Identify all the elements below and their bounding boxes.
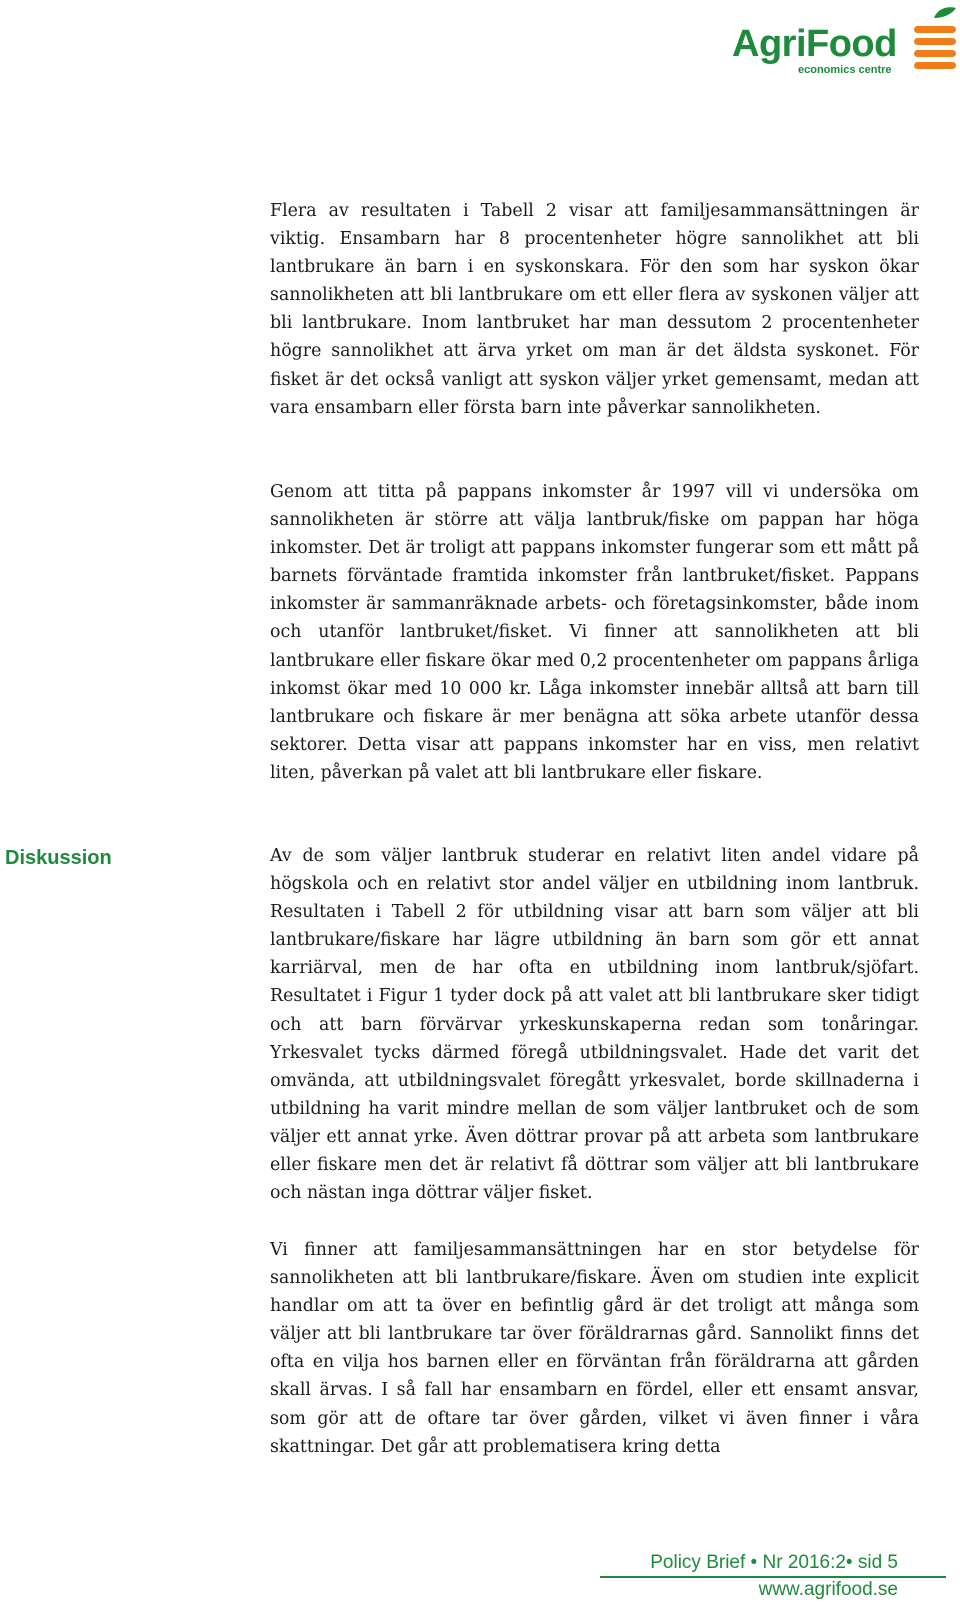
body-paragraph-income: Genom att titta på pappans inkomster år 1997 vill vi undersöka om sannolikheten är större att välja lantbruk/fiske om pappan har höga inkomster. Det är troligt att pappans inkomster fungerar som ett mått på barnets förväntade framtida inkomster från lantbruket/fisket. Pappans inkomster är sammanräknade arbets- och företagsinkomster, både inom och utanför lantbruket/fisket. Vi finner att sannolikheten att bli lantbrukare eller fiskare ökar med 0,2 procentenheter om pappans årliga inkomst ökar med 10 000 kr. Låga inkomster innebär alltså att barn till lantbrukare och fiskare är mer benägna att söka arbete utanför dessa sektorer. Detta visar att pappans inkomster har en viss, men relativt liten, påverkan på valet att bli lantbrukare eller fiskare. [270,482,919,783]
body-paragraph-family-composition: Vi finner att familjesammansättningen har en stor betydelse för sannolikheten att bli lantbrukare/fiskare. Även om studien inte explicit handlar om att ta över en befintlig gård är det troligt att många som väljer att bli lantbrukare tar över föräldrarnas gård. Sannolikt finns det ofta en vilja hos barnen eller en förväntan från föräldrarna att gården skall ärvas. I så fall har ensambarn en fördel, eller ett ensamt ansvar, som gör att de oftare tar över gården, vilket vi även finner i våra skattningar. Det går att problematisera kring detta [270,1240,919,1457]
body-paragraph-education: Av de som väljer lantbruk studerar en relativt liten andel vidare på högskola och en relativt stor andel väljer en utbildning inom lantbruk. Resultaten i Tabell 2 för utbildning visar att barn som väljer att bli lantbrukare/fiskare har lägre utbildning än barn som gör ett annat karriärval, men de har ofta en utbildning inom lantbruk/sjöfart. Resultatet i Figur 1 tyder dock på att valet att bli lantbrukare sker tidigt och att barn förvärvar yrkeskunskaperna redan som tonåringar. Yrkesvalet tycks därmed föregå utbildningsvalet. Hade det varit det omvända, att utbildningsvalet föregått yrkesvalet, borde skillnaderna i utbildning ha varit mindre mellan de som väljer lantbruket och de som väljer ett annat yrke. Även döttrar provar på att arbeta som lantbrukare eller fiskare men det är relativt få döttrar som väljer att bli lantbrukare och nästan inga döttrar väljer fisket. [270,846,919,1204]
section-heading-diskussion: Diskussion [5,847,112,869]
page-footer [600,1552,946,1602]
logo-subtitle: economics centre [798,64,892,76]
footer-url[interactable]: www.agrifood.se [758,1579,898,1600]
body-paragraph-family: Flera av resultaten i Tabell 2 visar att familjesammansättningen är viktig. Ensambarn har 8 procentenheter högre sannolikhet att bli lantbrukare än barn i en syskonskara. För den som har syskon ökar sannolikheten att bli lantbrukare om ett eller flera av syskonen väljer att bli lantbrukare. Inom lantbruket har man dessutom 2 procentenheter högre sannolikhet att ärva yrket om man är det äldsta syskonet. För fisket är det också vanligt att syskon väljer yrket gemensamt, medan att vara ensambarn eller första barn inte påverkar sannolikheten. [270,201,919,418]
stacked-stripes-leaf-icon [912,6,958,70]
agrifood-logo [732,6,958,78]
logo-name: AgriFood [732,23,897,65]
footer-policy-brief: Policy Brief • Nr 2016:2• sid 5 [650,1552,898,1573]
